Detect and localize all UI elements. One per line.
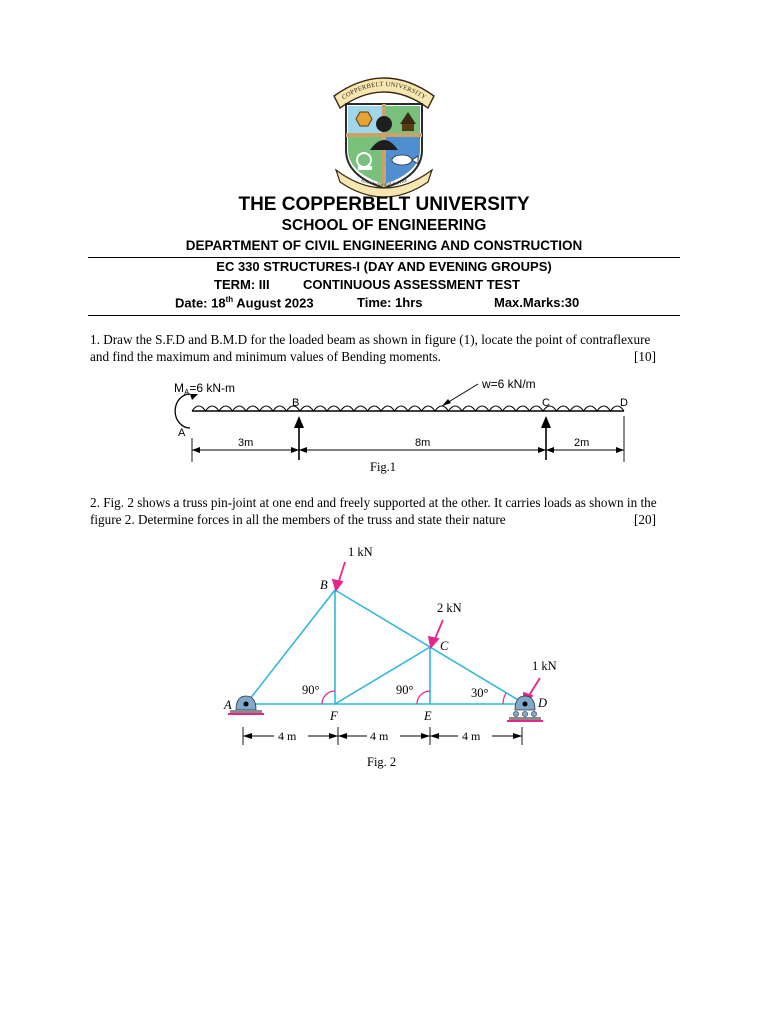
question-1-line-1: 1. Draw the S.F.D and B.M.D for the loaded beam as shown in figure (1), locate the point of contraflexure	[90, 332, 651, 347]
load-arrow-d	[528, 678, 540, 697]
figure-2-truss	[200, 540, 560, 755]
figure-2-caption: Fig. 2	[367, 755, 397, 769]
node-b-label: B	[320, 578, 328, 592]
load-label-b: 1 kN	[348, 545, 373, 559]
reaction-head-c	[541, 416, 551, 428]
angle-label-e: 90°	[396, 683, 414, 697]
load-label: w=6 kN/m	[482, 377, 536, 391]
test-label: CONTINUOUS ASSESSMENT TEST	[303, 277, 520, 292]
angle-arc-d	[503, 693, 506, 704]
test-time: Time: 1hrs	[357, 295, 423, 310]
dim-label-2: 8m	[415, 437, 431, 449]
node-e-label: E	[424, 709, 432, 723]
point-b-label: B	[292, 397, 300, 409]
load-label-c: 2 kN	[437, 601, 462, 615]
support-a	[228, 696, 264, 714]
angle-arc-f	[322, 691, 335, 704]
point-d-label: D	[620, 397, 628, 409]
angle-label-d: 30°	[471, 686, 489, 700]
question-2-marks: [20]	[634, 512, 656, 527]
node-d-label: D	[538, 696, 548, 710]
question-2	[90, 494, 682, 528]
term-label: TERM: III	[214, 277, 270, 292]
figure-1-beam	[160, 372, 640, 472]
point-a-label: A	[178, 427, 186, 439]
test-date: Date: 18th August 2023	[175, 295, 314, 311]
question-1-line-2: and find the maximum and minimum values of Bending moments.	[90, 349, 441, 364]
crest-ribbon-text: COPPERBELT UNIVERSITY	[340, 80, 428, 102]
node-a-label: A	[224, 698, 232, 712]
header-rule-bottom	[88, 315, 680, 316]
load-head-c	[429, 637, 438, 647]
university-crest	[330, 72, 438, 200]
question-1-marks: [10]	[634, 349, 656, 364]
fig2-dim-label-3: 4 m	[462, 729, 481, 743]
university-name: THE COPPERBELT UNIVERSITY	[238, 194, 530, 215]
moment-label: $M_A=6$ kN-m	[174, 381, 236, 397]
angle-arc-e	[417, 691, 430, 704]
moment-arc	[175, 394, 190, 428]
figure-1-caption: Fig.1	[370, 460, 397, 474]
load-head-b	[333, 580, 342, 590]
question-1	[90, 331, 682, 365]
course-title: EC 330 STRUCTURES-I (DAY AND EVENING GROUPS)	[216, 259, 552, 274]
fig2-dim-label-1: 4 m	[278, 729, 297, 743]
load-pointer-head	[442, 399, 451, 406]
question-2-line-2: figure 2. Determine forces in all the members of the truss and state their nature	[90, 512, 506, 527]
reaction-head-b	[294, 416, 304, 428]
point-c-label: C	[542, 397, 550, 409]
school-name: SCHOOL OF ENGINEERING	[281, 217, 487, 234]
member-ab	[246, 590, 335, 704]
load-label-d: 1 kN	[532, 659, 557, 673]
dim-label-1: 3m	[238, 437, 254, 449]
header-rule-top	[88, 257, 680, 258]
fig2-dim-label-2: 4 m	[370, 729, 389, 743]
question-2-line-1: 2. Fig. 2 shows a truss pin-joint at one end and freely supported at the other. It carries loads as shown in the	[90, 495, 657, 510]
node-f-label: F	[330, 709, 338, 723]
max-marks: Max.Marks:30	[494, 295, 580, 310]
distributed-load	[192, 406, 624, 411]
crest-motto: Knowledge and Service	[359, 178, 409, 189]
department-name: DEPARTMENT OF CIVIL ENGINEERING AND CONSTRUCTION	[185, 238, 583, 253]
angle-label-f: 90°	[302, 683, 320, 697]
dim-label-3: 2m	[574, 437, 590, 449]
member-fc	[335, 647, 430, 704]
node-c-label: C	[440, 639, 449, 653]
